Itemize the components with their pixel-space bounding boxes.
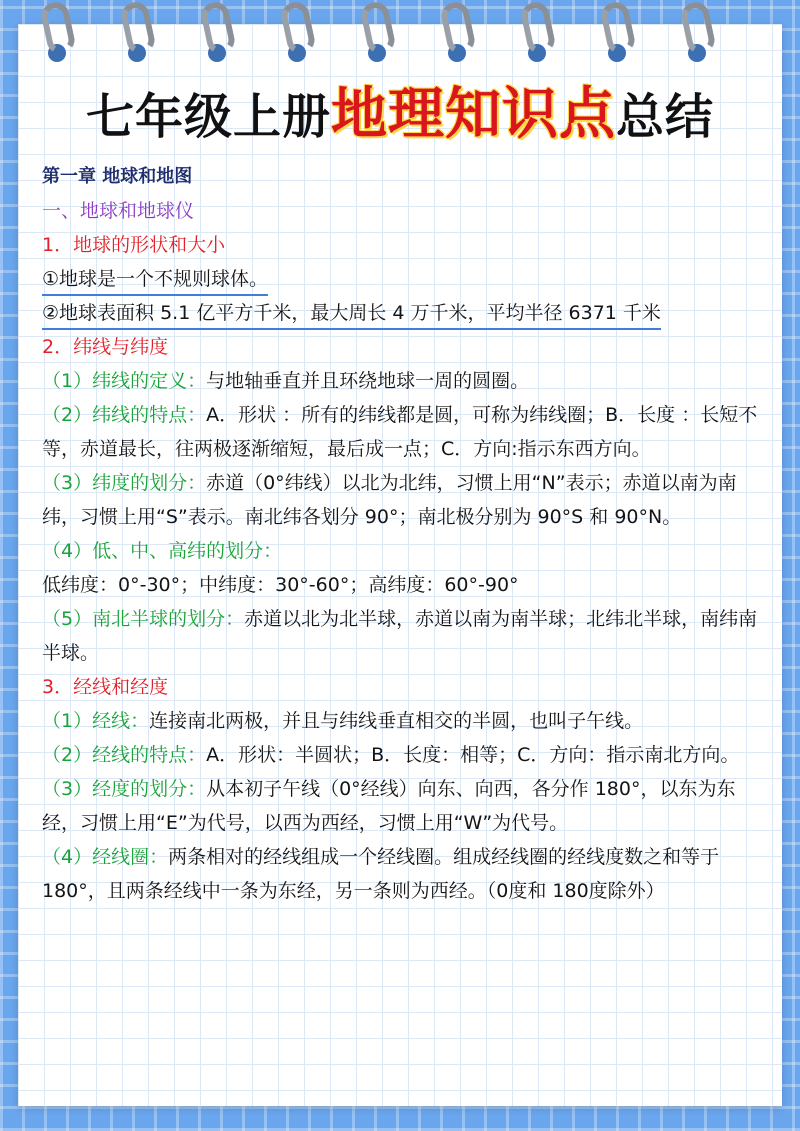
paragraph — [42, 704, 764, 738]
section-heading: 一、地球和地球仪 — [42, 200, 195, 222]
binding-ring-icon — [439, 0, 477, 56]
paragraph-text: 赤道以北为北半球，赤道以南为南半球；北纬北半球，南纬南半球。 — [42, 608, 758, 664]
title-part-2: 总结 — [616, 89, 715, 145]
binding-ring-icon — [359, 0, 397, 56]
paragraph — [42, 772, 764, 840]
paragraph — [42, 738, 764, 772]
binding-ring-icon — [199, 0, 237, 56]
binding-ring-icon — [39, 0, 77, 56]
term-label: （2）经线的特点： — [42, 744, 207, 766]
paragraph-text: A．形状 ：所有的纬线都是圆，可称为纬线圈；B．长度 ：长短不等，赤道最长，往两极逐渐缩短，最后成一点；C．方向:指示东西方向。 — [42, 404, 758, 460]
term-label: （1）纬线的定义： — [42, 370, 207, 392]
binding-ring-icon — [599, 0, 637, 56]
paragraph — [42, 466, 764, 534]
paragraph — [42, 534, 764, 568]
binding-ring-icon — [119, 0, 157, 56]
chapter-heading: 第一章 地球和地图 — [42, 166, 193, 187]
subsection-heading: 2．纬线与纬度 — [42, 336, 169, 358]
term-label: （3）纬度的划分： — [42, 472, 207, 494]
term-label: （3）经度的划分： — [42, 778, 207, 800]
fact-line — [42, 262, 764, 296]
term-label: （5）南北半球的划分： — [42, 608, 245, 630]
term-label: （4）低、中、高纬的划分： — [42, 540, 283, 562]
paragraph-text: 从本初子午线（0°经线）向东、向西，各分作 180°，以东为东经，习惯上用“E”为代号，以西为西经，习惯上用“W”为代号。 — [42, 778, 736, 834]
binding-ring-icon — [679, 0, 717, 56]
binding-ring-icon — [279, 0, 317, 56]
paragraph-text: A．形状：半圆状；B．长度：相等；C．方向：指示南北方向。 — [206, 744, 740, 766]
notes-content — [42, 160, 764, 908]
spiral-binding — [0, 0, 800, 70]
term-label: （2）纬线的特点： — [42, 404, 207, 426]
paragraph — [42, 840, 764, 908]
fact-line — [42, 296, 764, 330]
title-highlight: 地理知识点 — [331, 82, 616, 147]
paragraph — [42, 602, 764, 670]
paragraph-text: 两条相对的经线组成一个经线圈。组成经线圈的经线度数之和等于 180°，且两条经线中一条为东经，另一条则为西经。（0度和 180度除外） — [42, 846, 720, 902]
term-label: （4）经线圈： — [42, 846, 169, 868]
underlined-fact: ②地球表面积 5.1 亿平方千米，最大周长 4 万千米，平均半径 6371 千米 — [42, 298, 661, 330]
subsection-heading: 1．地球的形状和大小 — [42, 234, 226, 256]
paragraph — [42, 364, 764, 398]
title-part-1: 七年级上册 — [85, 89, 331, 145]
binding-ring-icon — [519, 0, 557, 56]
paragraph-text: 与地轴垂直并且环绕地球一周的圆圈。 — [206, 370, 530, 392]
term-label: （1）经线： — [42, 710, 150, 732]
latitude-ranges: 低纬度：0°-30°；中纬度：30°-60°；高纬度：60°-90° — [42, 574, 519, 596]
page-title — [0, 70, 800, 150]
paragraph — [42, 398, 764, 466]
subsection-heading: 3．经线和经度 — [42, 676, 169, 698]
paragraph-text: 赤道（0°纬线）以北为北纬，习惯上用“N”表示；赤道以南为南纬，习惯上用“S”表示。南北纬各划分 90°；南北极分别为 90°S 和 90°N。 — [42, 472, 737, 528]
paragraph-text: 连接南北两极，并且与纬线垂直相交的半圆，也叫子午线。 — [149, 710, 644, 732]
underlined-fact: ①地球是一个不规则球体。 — [42, 264, 268, 296]
